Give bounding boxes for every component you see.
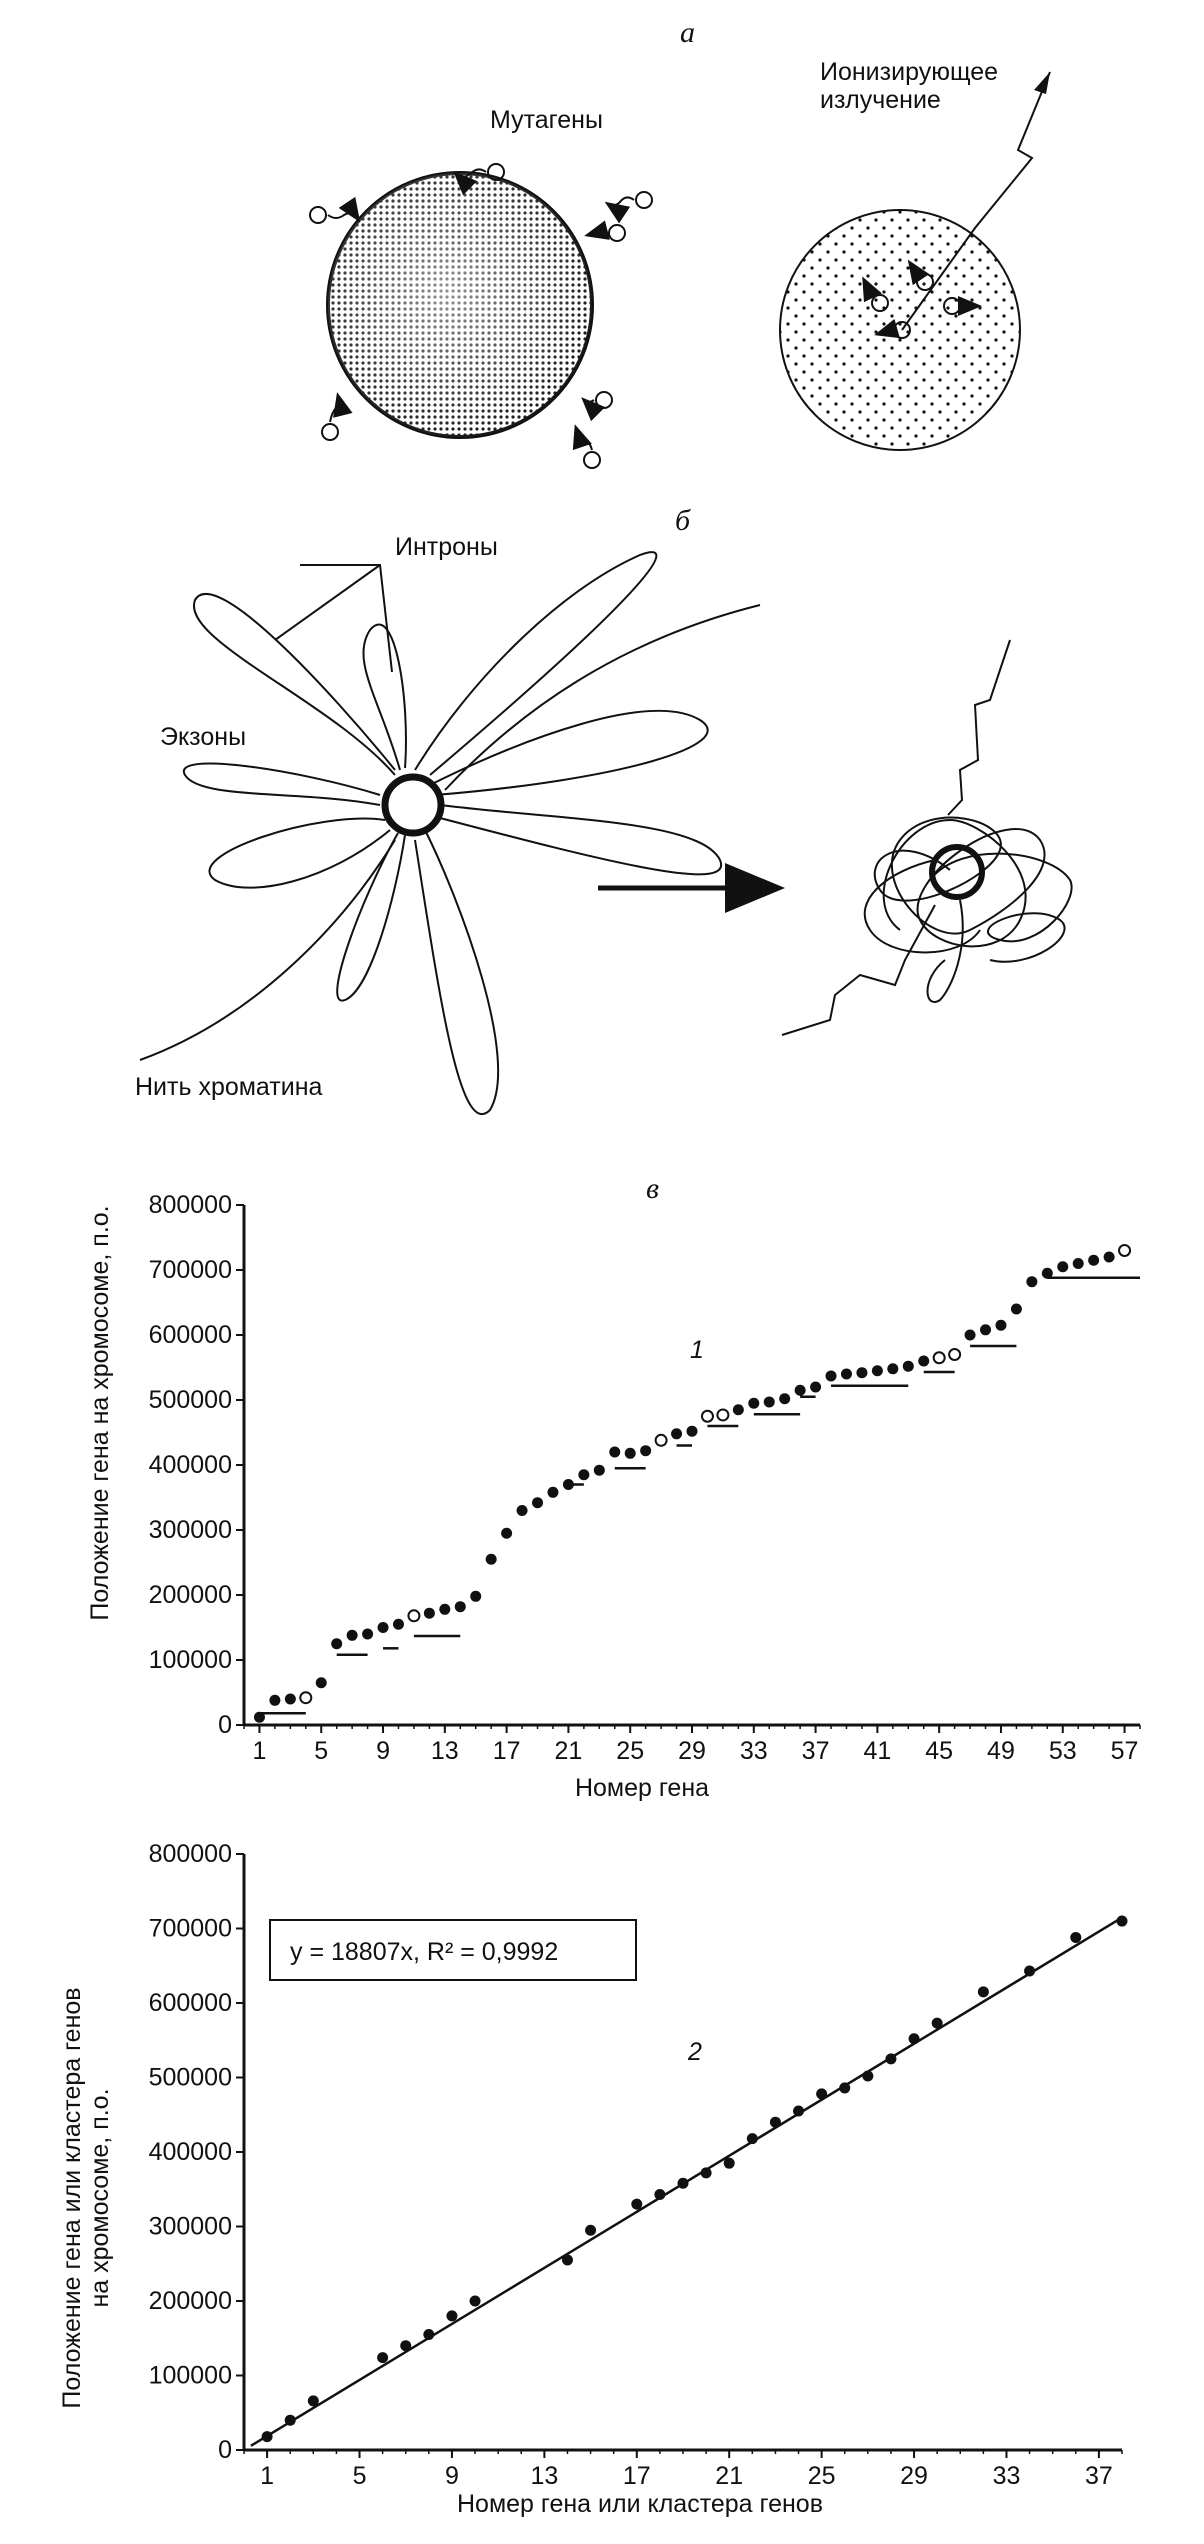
data-point [578, 1469, 589, 1480]
x-tick-label: 17 [622, 2462, 651, 2490]
data-point [918, 1356, 929, 1367]
chart2-ylabel-line1: Положение гена или кластера генов [58, 1987, 86, 2409]
data-point-open [934, 1352, 945, 1363]
data-point [903, 1361, 914, 1372]
nuclear-matrix-ring-collapsed [932, 847, 982, 897]
panel-b-letter: б [675, 504, 691, 537]
chromatin-loop [415, 552, 656, 775]
data-point [501, 1528, 512, 1539]
data-point [826, 1370, 837, 1381]
chromatin-loop [430, 711, 708, 795]
x-tick-label: 37 [1084, 2462, 1113, 2490]
y-tick-label: 600000 [148, 1989, 232, 2017]
radiation-label-line1: Ионизирующее [820, 58, 999, 86]
chromatin-label: Нить хроматина [135, 1073, 323, 1101]
y-tick-label: 100000 [148, 1646, 232, 1674]
data-point [770, 2117, 781, 2128]
mutagens-label: Мутагены [490, 106, 603, 134]
data-point [1057, 1261, 1068, 1272]
data-point [980, 1324, 991, 1335]
x-tick-label: 1 [252, 1737, 267, 1765]
y-tick-label: 700000 [148, 1256, 232, 1284]
y-tick-label: 300000 [148, 1516, 232, 1544]
data-point-open [656, 1435, 667, 1446]
chart-gene-positions [86, 1172, 1140, 1802]
chromatin-rosette-open [140, 552, 760, 1114]
chromatin-strand [445, 605, 760, 790]
x-tick-label: 37 [801, 1737, 830, 1765]
chart2-xlabel: Номер гена или кластера генов [457, 2490, 823, 2518]
data-point [424, 1608, 435, 1619]
x-tick-label: 5 [352, 2462, 367, 2490]
data-point [701, 2167, 712, 2178]
data-point [793, 2106, 804, 2117]
data-point [841, 1369, 852, 1380]
y-tick-label: 200000 [148, 2287, 232, 2315]
panel-b [135, 504, 1072, 1114]
introns-label: Интроны [395, 533, 498, 561]
nucleus-sphere-radiation [780, 210, 1020, 450]
x-tick-label: 5 [314, 1737, 329, 1765]
mutagen-particle [322, 424, 338, 440]
data-point [316, 1677, 327, 1688]
data-point [486, 1554, 497, 1565]
introns-pointer [300, 565, 392, 672]
y-tick-label: 500000 [148, 1386, 232, 1414]
chromatin-loop [363, 625, 406, 770]
data-point [285, 2415, 296, 2426]
y-tick-label: 500000 [148, 2063, 232, 2092]
data-point [563, 1479, 574, 1490]
data-point [764, 1396, 775, 1407]
mutagen-particle [609, 225, 625, 241]
x-tick-label: 17 [492, 1737, 521, 1765]
data-point [439, 1604, 450, 1615]
y-tick-label: 400000 [148, 1451, 232, 1479]
chromatin-loop [440, 805, 721, 874]
chromatin-loop [415, 830, 498, 1114]
data-point [254, 1712, 265, 1723]
data-point [1011, 1304, 1022, 1315]
data-point [393, 1619, 404, 1630]
data-point [631, 2199, 642, 2210]
chart1-annotation: 1 [690, 1336, 704, 1364]
data-point [733, 1404, 744, 1415]
data-point [308, 2395, 319, 2406]
radiation-label-line2: излучение [820, 86, 941, 114]
x-tick-label: 13 [530, 2462, 559, 2490]
x-tick-label: 49 [987, 1737, 1015, 1765]
data-point [654, 2189, 665, 2200]
data-point-open [408, 1610, 419, 1621]
x-tick-label: 9 [376, 1737, 390, 1765]
data-point [856, 1367, 867, 1378]
mutagen-particle [636, 192, 652, 208]
data-point [455, 1601, 466, 1612]
data-point [748, 1398, 759, 1409]
data-point-open [717, 1409, 728, 1420]
chart2-annotation: 2 [688, 2038, 702, 2066]
panel-v-letter: в [646, 1172, 660, 1205]
y-tick-label: 800000 [148, 1840, 232, 1868]
data-point [378, 1622, 389, 1633]
data-point [1024, 1965, 1035, 1976]
panel-a-letter: а [680, 16, 695, 49]
data-point [532, 1497, 543, 1508]
data-point [909, 2033, 920, 2044]
mutagen-particle [596, 392, 612, 408]
chromatin-tangle [782, 640, 1072, 1035]
y-tick-label: 100000 [148, 2361, 232, 2390]
y-tick-label: 600000 [148, 1321, 232, 1349]
data-point [839, 2082, 850, 2093]
data-point [671, 1428, 682, 1439]
x-tick-label: 33 [992, 2462, 1021, 2490]
y-tick-label: 300000 [148, 2212, 232, 2241]
data-point [1026, 1276, 1037, 1287]
data-point [470, 2296, 481, 2307]
exons-label: Экзоны [160, 723, 247, 751]
data-point [995, 1320, 1006, 1331]
data-point [594, 1465, 605, 1476]
data-point [978, 1986, 989, 1997]
chart1-xlabel: Номер гена [574, 1774, 710, 1802]
data-point [547, 1487, 558, 1498]
data-point [724, 2158, 735, 2169]
x-tick-label: 29 [900, 2462, 928, 2490]
data-point [269, 1695, 280, 1706]
data-point-open [300, 1692, 311, 1703]
data-point-open [949, 1349, 960, 1360]
data-point [562, 2255, 573, 2266]
data-point [1042, 1268, 1053, 1279]
data-point [262, 2431, 273, 2442]
data-point [965, 1330, 976, 1341]
radiation-arrow-icon [1034, 72, 1050, 94]
data-point [517, 1505, 528, 1516]
y-tick-label: 0 [218, 2436, 232, 2464]
data-point [1088, 1255, 1099, 1266]
tangle-loop [930, 854, 1072, 962]
chart1-ylabel: Положение гена на хромосоме, п.о. [86, 1205, 114, 1621]
y-tick-label: 400000 [148, 2138, 232, 2166]
data-point [362, 1629, 373, 1640]
data-point [795, 1385, 806, 1396]
data-point [1104, 1252, 1115, 1263]
data-point [285, 1694, 296, 1705]
x-tick-label: 1 [260, 2462, 275, 2490]
chromatin-loop [184, 764, 380, 805]
x-tick-label: 25 [616, 1737, 645, 1765]
chart-gene-cluster-regression [58, 1840, 1128, 2518]
data-point [810, 1382, 821, 1393]
data-point [331, 1638, 342, 1649]
data-point [400, 2340, 411, 2351]
x-tick-label: 9 [444, 2462, 459, 2490]
data-point [816, 2088, 827, 2099]
data-point [1117, 1916, 1128, 1927]
nuclear-matrix-ring [385, 777, 441, 833]
data-point [470, 1591, 481, 1602]
x-tick-label: 45 [925, 1737, 954, 1765]
data-point [446, 2310, 457, 2321]
tangle-loop [875, 818, 1045, 947]
chromatin-strand [140, 840, 395, 1060]
data-point [872, 1365, 883, 1376]
data-point [640, 1445, 651, 1456]
x-tick-label: 21 [554, 1737, 583, 1765]
data-point [932, 2018, 943, 2029]
data-point [779, 1393, 790, 1404]
x-tick-label: 25 [807, 2462, 836, 2490]
mutagen-particle [310, 207, 326, 223]
data-point [747, 2133, 758, 2144]
data-point [585, 2225, 596, 2236]
data-point-open [702, 1411, 713, 1422]
x-tick-label: 29 [678, 1737, 706, 1765]
x-tick-label: 57 [1110, 1737, 1139, 1765]
x-tick-label: 53 [1048, 1737, 1077, 1765]
tangle-strand [782, 905, 935, 1035]
data-point [862, 2071, 873, 2082]
data-point [678, 2178, 689, 2189]
regression-equation: y = 18807x, R² = 0,9992 [290, 1938, 559, 1966]
data-point [887, 1363, 898, 1374]
y-tick-label: 0 [218, 1711, 232, 1739]
data-point [609, 1447, 620, 1458]
x-tick-label: 13 [430, 1737, 459, 1765]
data-point [377, 2352, 388, 2363]
y-tick-label: 800000 [148, 1191, 232, 1219]
data-point [1073, 1258, 1084, 1269]
data-point [687, 1426, 698, 1437]
x-tick-label: 21 [715, 2462, 744, 2490]
tangle-strand [948, 640, 1010, 815]
mutagen-particle [584, 452, 600, 468]
y-tick-label: 200000 [148, 1581, 232, 1609]
x-tick-label: 41 [863, 1737, 892, 1765]
data-point [885, 2053, 896, 2064]
data-point [347, 1630, 358, 1641]
y-tick-label: 700000 [148, 1914, 232, 1943]
data-point [423, 2329, 434, 2340]
chart2-ylabel-line2: на хромосоме, п.о. [86, 2088, 114, 2308]
introns-pointer-2 [275, 565, 380, 640]
x-tick-label: 33 [739, 1737, 768, 1765]
sphere-highlight [328, 173, 592, 437]
data-point [1070, 1932, 1081, 1943]
panel-a [310, 16, 1050, 468]
data-point-open [1119, 1245, 1130, 1256]
data-point [625, 1448, 636, 1459]
chromatin-loop [209, 819, 390, 888]
